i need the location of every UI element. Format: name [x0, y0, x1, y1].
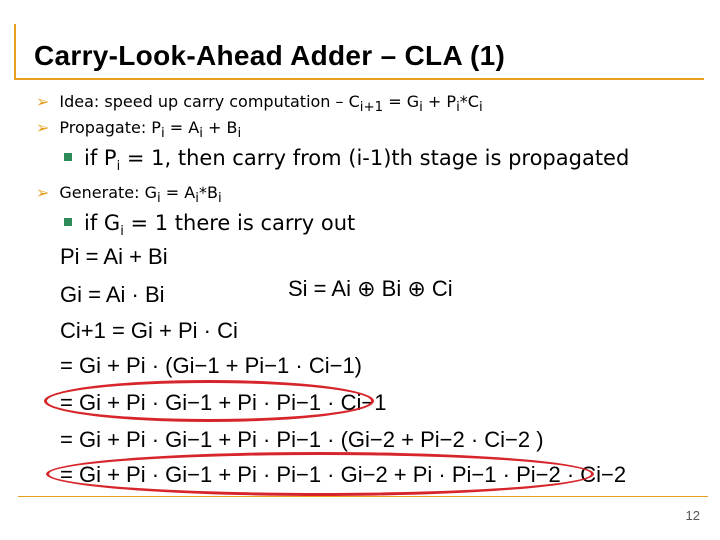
equation-expansion-2: = Gi + Pi · Gi−1 + Pi · Pi−1 · Ci−1	[60, 390, 387, 415]
title-accent-vertical-line	[14, 24, 16, 80]
equation-generate: Gi = Ai · Bi	[60, 282, 165, 307]
highlight-ellipse-4	[46, 452, 594, 496]
equation-expansion-3: = Gi + Pi · Gi−1 + Pi · Pi−1 · (Gi−2 + Pi−2 · Ci−2 )	[60, 427, 544, 452]
equation-expansion-4: = Gi + Pi · Gi−1 + Pi · Pi−1 · Gi−2 + Pi · Pi−1 · Pi−2 · Ci−2	[60, 462, 627, 487]
bullet-idea: ➢ Idea: speed up carry computation – $C_{i+1} = G_i + P_i*C_i$	[36, 92, 483, 116]
bullet-propagate: ➢ Propagate: $P_i = A_i + B_i$	[36, 118, 242, 142]
equation-expansion-1: = Gi + Pi · (Gi−1 + Pi−1 · Ci−1)	[60, 353, 363, 378]
bullet-generate: ➢ Generate: $G_i = A_i*B_i$	[36, 183, 222, 207]
slide-title: Carry-Look-Ahead Adder – CLA (1)	[34, 40, 506, 71]
square-bullet-icon	[64, 218, 72, 226]
equation-propagate: Pi = Ai + Bi	[60, 244, 168, 269]
sub-bullet-generate: if $G_i = 1$ there is carry out	[64, 211, 355, 239]
arrow-bullet-icon: ➢	[36, 118, 50, 137]
page-number: 12	[685, 508, 700, 523]
equation-carry: Ci+1 = Gi + Pi · Ci	[60, 318, 238, 343]
footer-line	[18, 496, 708, 497]
sub-bullet-propagate: if $P_i = 1$, then carry from (i-1)th stage is propagated	[64, 146, 629, 174]
equation-sum: Si = Ai ⊕ Bi ⊕ Ci	[288, 276, 453, 301]
arrow-bullet-icon: ➢	[36, 92, 50, 111]
highlight-ellipse-2	[44, 380, 374, 422]
arrow-bullet-icon: ➢	[36, 183, 50, 202]
square-bullet-icon	[64, 153, 72, 161]
title-accent-horizontal-line	[14, 78, 704, 80]
